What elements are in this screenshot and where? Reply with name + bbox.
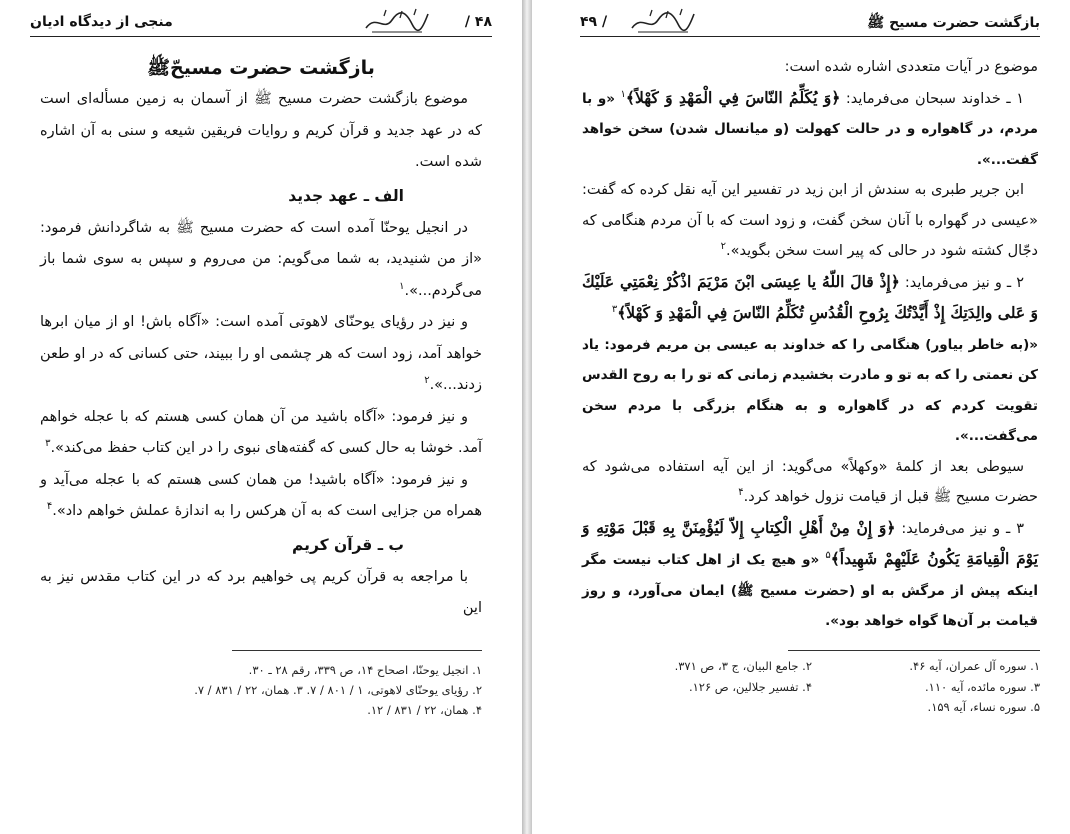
- running-title: منجی از دیدگاه ادیان: [30, 14, 173, 30]
- footnote-ref: ۲: [720, 241, 726, 253]
- left-footnotes: [40, 660, 482, 720]
- quran-verse: ﴿وَ يُكَلِّمُ النّاسَ فِي الْمَهْدِ وَ كَهْلاً﴾: [625, 87, 841, 107]
- footnote: ۳. سوره مائده، آیه ۱۱۰.: [924, 679, 1040, 694]
- right-page-body: [582, 52, 1038, 637]
- right-footnotes-col-2: [592, 656, 812, 697]
- paragraph: سیوطی بعد از کلمهٔ «وکهلاً» می‌گوید: از این آیه استفاده می‌شود که حضرت مسیح ﷺ قبل از قیامت نزول خواهد کرد.: [582, 458, 1038, 505]
- footnote: ۲. رؤیای یوحنّای لاهوتی، ۱ / ۸۰۱ / ۷. ۳. همان، ۲۲ / ۸۳۱ / ۷.: [194, 683, 482, 697]
- section-heading-be: ب ـ قرآن کریم: [291, 535, 404, 554]
- verse-intro: ۱ ـ خداوند سبحان می‌فرماید:: [840, 90, 1025, 107]
- footnote-ref: ۱: [620, 88, 626, 100]
- footnote: ۵. سوره نساء، آیه ۱۵۹.: [927, 700, 1040, 714]
- footnote-rule: [232, 650, 482, 651]
- footnote-ref: ۴: [46, 501, 53, 513]
- footnote: ۴. همان، ۲۲ / ۸۳۱ / ۱۲.: [367, 703, 482, 717]
- paragraph: و نیز در رؤیای یوحنّای لاهوتی آمده است: «آگاه باش! او از میان ابرها خواهد آمد، زود است که هر چشمی او را ببیند، حتی کسانی که در او طعن زدند...».: [40, 314, 482, 393]
- footnote-ref: ۴: [738, 487, 744, 499]
- paragraph: با مراجعه به قرآن کریم پی خواهیم برد که در این کتاب مقدس نیز به این: [40, 568, 482, 616]
- footnote-ref: ۳: [611, 304, 618, 316]
- footnote-ref: ۵: [825, 550, 831, 562]
- header-rule: [580, 36, 1040, 37]
- right-footnotes-col-1: [828, 656, 1040, 718]
- header-rule: [30, 36, 492, 37]
- page-number: / ۴۹: [580, 14, 608, 30]
- page-number: ۴۸ /: [464, 14, 492, 30]
- footnote-ref: ۳: [45, 438, 51, 450]
- calligraphy-ornament-icon: [628, 6, 698, 36]
- running-title: بازگشت حضرت مسیح ﷺ: [867, 15, 1040, 31]
- footnote: ۱. سوره آل عمران، آیه ۴۶.: [909, 659, 1040, 673]
- quran-verse: ﴿إِذْ قالَ اللّهُ يا عِيسَى ابْنَ مَرْيَمَ اذْكُرْ نِعْمَتِي عَلَيْكَ وَ عَلى والِدَتِكَ إِذْ أَيَّدْتُكَ بِرُوحِ الْقُدُسِ تُكَلِّمُ النّاسَ فِي الْمَهْدِ وَ كَهْلاً﴾: [582, 271, 1038, 322]
- footnote: ۴. تفسیر جلالین، ص ۱۲۶.: [688, 679, 812, 694]
- right-page-header: [580, 6, 1040, 36]
- quran-verse: ﴿وَ إِنْ مِنْ أَهْلِ الْكِتابِ إِلاّ لَيُؤْمِنَنَّ بِهِ قَبْلَ مَوْتِهِ وَ يَوْمَ الْقِيامَةِ يَكُونُ عَلَيْهِمْ شَهِيداً﴾: [582, 517, 1039, 568]
- paragraph: موضوع در آیات متعددی اشاره شده است:: [784, 59, 1038, 75]
- left-page-body: [40, 52, 482, 625]
- verse-translation: «(به خاطر بیاور) هنگامی را که خداوند به عیسی بن مریم فرمود: یاد کن نعمتی را که به تو و مادرت بخشیدم زمانی که تو را به روح القدس تقویت کردم که در گاهواره و به هنگام بزرگی با مردم سخن می‌گفت...».: [582, 336, 1038, 444]
- paragraph: و نیز فرمود: «آگاه باشید من آن همان کسی هستم که با عجله خواهم آمد. خوشا به حال کسی که گفته‌های نبوی را در این کتاب حفظ می‌کند».: [40, 408, 482, 456]
- chapter-title: بازگشت حضرت مسیحّﷺ: [147, 57, 375, 79]
- verse-translation: «و هیچ یک از اهل کتاب نیست مگر اینکه پیش از مرگش به او (حضرت مسیح ﷺ) ایمان می‌آورد، و روز قیامت بر آن‌ها گواه خواهد بود».: [582, 552, 1038, 629]
- section-heading-alef: الف ـ عهد جدید: [288, 186, 404, 205]
- footnote: ۲. جامع البیان، ج ۳، ص ۳۷۱.: [674, 659, 812, 673]
- paragraph: در انجیل یوحنّا آمده است که حضرت مسیح ﷺ به شاگردانش فرمود: «از من شنیدید، به شما می‌گویم: من می‌روم و سپس به سوی شما باز می‌گردم...».: [40, 219, 482, 299]
- footnote: ۱. انجیل یوحنّا، اصحاح ۱۴، ص ۳۳۹، رقم ۲۸ ـ ۳۰.: [248, 663, 482, 677]
- footnote-ref: ۱: [399, 280, 405, 292]
- calligraphy-ornament-icon: [362, 6, 432, 36]
- left-page-header: [30, 6, 492, 36]
- paragraph: و نیز فرمود: «آگاه باشید! من همان کسی هستم که با عجله می‌آید و همراه من جزایی است که به آن هرکس را به اندازهٔ عملش خواهم داد».: [40, 471, 482, 519]
- footnote-ref: ۲: [424, 375, 430, 387]
- footnote-rule: [788, 650, 1040, 651]
- left-page: [0, 0, 522, 834]
- right-page: [532, 0, 1070, 834]
- verse-translation: «و با مردم، در گاهواره و در حالت کهولت (و میانسال شدن) سخن خواهد گفت...».: [582, 90, 1038, 168]
- verse-intro: ۳ ـ و نیز می‌فرماید:: [895, 520, 1024, 537]
- paragraph: موضوع بازگشت حضرت مسیح ﷺ از آسمان به زمین مسأله‌ای است که در عهد جدید و قرآن کریم و روایات فریقین شیعه و سنی به آن اشاره شده است.: [40, 91, 482, 170]
- book-spine: [522, 0, 532, 834]
- paragraph: ابن جریر طبری به سندش از ابن زید در تفسیر این آیه نقل کرده که گفت: «عیسی در گهواره با آنان سخن گفت، و زود است که با آن مردم هنگامی که دجّال کشته شود در حالی که پیر است سخن بگوید».: [582, 182, 1038, 259]
- verse-intro: ۲ ـ و نیز می‌فرماید:: [899, 274, 1024, 291]
